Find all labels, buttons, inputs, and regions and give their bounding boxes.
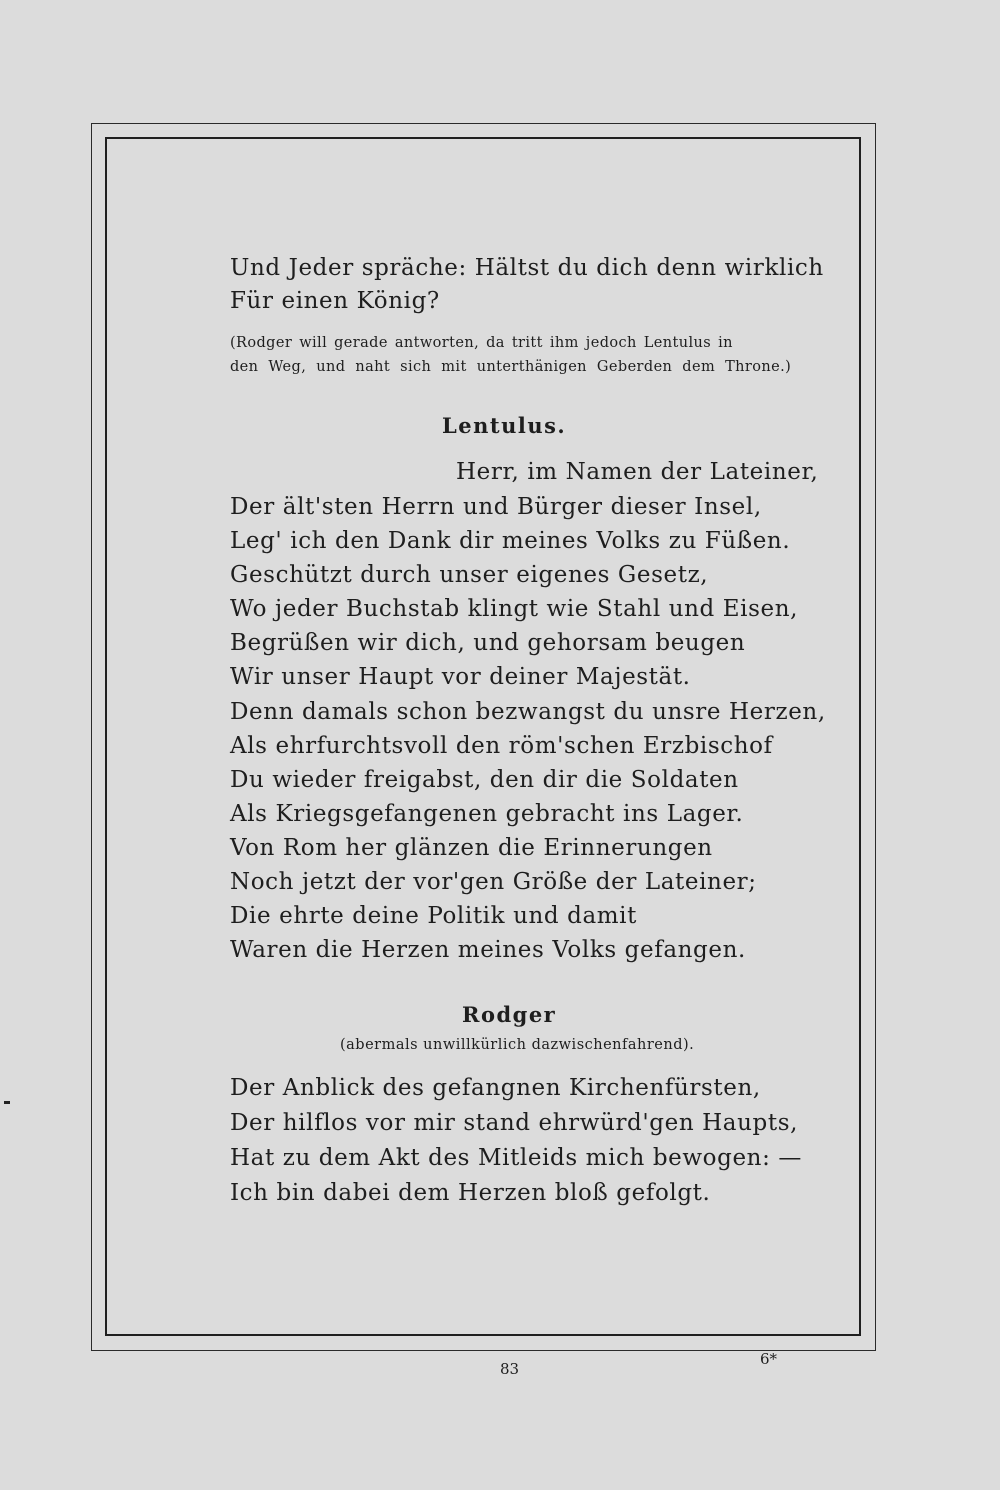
verse-line: Als ehrfurchtsvoll den röm'schen Erzbischof xyxy=(230,733,773,759)
speaker-name: Lentulus. xyxy=(442,413,567,438)
stage-direction: (Rodger will gerade antworten, da tritt ihm jedoch Lentulus in xyxy=(230,335,733,351)
verse-line: Leg' ich den Dank dir meines Volks zu Füßen. xyxy=(230,528,791,554)
verse-line: Wir unser Haupt vor deiner Majestät. xyxy=(230,664,691,690)
verse-line: Der hilflos vor mir stand ehrwürd'gen Haupts, xyxy=(230,1110,799,1136)
verse-line: Ich bin dabei dem Herzen bloß gefolgt. xyxy=(230,1180,711,1206)
page-number: 83 xyxy=(500,1360,520,1378)
verse-line: Die ehrte deine Politik und damit xyxy=(230,903,637,929)
speaker-name: Rodger xyxy=(462,1002,557,1027)
verse-line: Als Kriegsgefangenen gebracht ins Lager. xyxy=(230,801,744,827)
verse-line: Der ält'sten Herrn und Bürger dieser Insel, xyxy=(230,494,762,520)
verse-line: Und Jeder spräche: Hältst du dich denn wirklich xyxy=(230,255,824,281)
verse-line: Für einen König? xyxy=(230,288,440,314)
verse-line: Begrüßen wir dich, und gehorsam beugen xyxy=(230,630,746,656)
speaker-note: (abermals unwillkürlich dazwischenfahrend). xyxy=(340,1037,695,1053)
verse-line: Wo jeder Buchstab klingt wie Stahl und Eisen, xyxy=(230,596,799,622)
verse-line: Noch jetzt der vor'gen Größe der Lateiner; xyxy=(230,869,757,895)
verse-line: Denn damals schon bezwangst du unsre Herzen, xyxy=(230,699,826,725)
verse-line: Waren die Herzen meines Volks gefangen. xyxy=(230,937,746,963)
verse-line: Der Anblick des gefangnen Kirchenfürsten, xyxy=(230,1075,761,1101)
stage-direction: den Weg, und naht sich mit unterthänigen Geberden dem Throne.) xyxy=(230,359,792,375)
verse-line: Hat zu dem Akt des Mitleids mich bewogen: — xyxy=(230,1145,802,1171)
verse-line: Geschützt durch unser eigenes Gesetz, xyxy=(230,562,709,588)
verse-line: Von Rom her glänzen die Erinnerungen xyxy=(230,835,713,861)
verse-line: Du wieder freigabst, den dir die Soldaten xyxy=(230,767,739,793)
margin-mark xyxy=(4,1101,10,1104)
verse-line: Herr, im Namen der Lateiner, xyxy=(456,459,819,485)
signature-mark: 6* xyxy=(760,1350,778,1368)
